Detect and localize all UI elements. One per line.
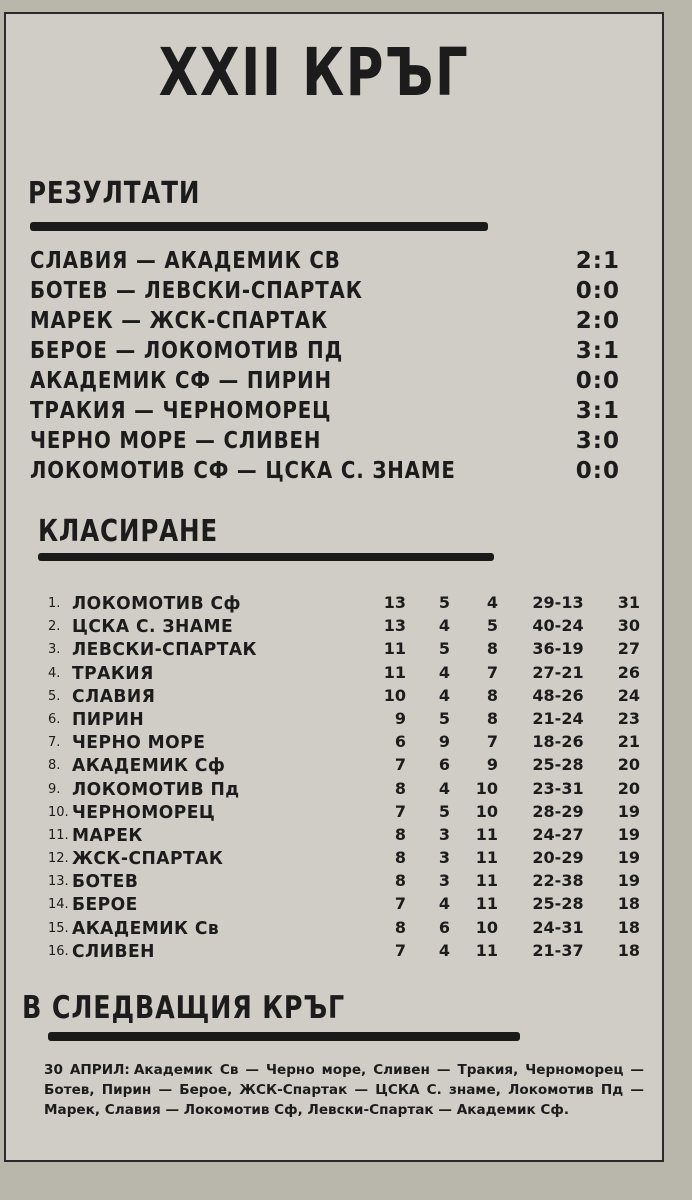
wins: 10 <box>383 685 406 705</box>
draws: 4 <box>438 778 450 798</box>
table-row <box>48 732 648 755</box>
team-name: БЕРОЕ <box>72 894 138 916</box>
next-round-fixtures <box>44 1060 644 1120</box>
result-score: 2:0 <box>575 308 620 334</box>
points: 19 <box>617 824 640 844</box>
result-row <box>30 248 640 278</box>
losses: 11 <box>475 824 498 844</box>
wins: 8 <box>394 778 406 798</box>
points: 31 <box>617 593 640 612</box>
result-score: 0:0 <box>575 368 620 394</box>
wins: 7 <box>394 755 406 775</box>
losses: 11 <box>475 871 498 891</box>
result-score: 0:0 <box>575 458 620 484</box>
result-score: 0:0 <box>575 278 620 304</box>
wins: 11 <box>383 639 406 659</box>
table-row <box>48 825 648 848</box>
team-name: ЖСК-СПАРТАК <box>72 848 224 870</box>
table-row <box>48 779 648 802</box>
team-name: БОТЕВ <box>72 871 139 893</box>
next-round-heading: В СЛЕДВАЩИЯ КРЪГ <box>22 990 346 1026</box>
draws: 5 <box>438 593 450 612</box>
position: 8. <box>48 758 61 774</box>
position: 12. <box>48 851 69 867</box>
results-divider <box>30 222 488 231</box>
position: 1. <box>48 596 61 611</box>
losses: 4 <box>486 593 498 612</box>
team-name: СЛИВЕН <box>72 940 155 962</box>
goal-difference: 22-38 <box>532 871 584 891</box>
goal-difference: 20-29 <box>532 848 584 868</box>
draws: 4 <box>438 685 450 705</box>
losses: 7 <box>486 732 498 752</box>
next-round-divider <box>48 1032 520 1041</box>
results-heading: РЕЗУЛТАТИ <box>28 176 201 211</box>
result-row <box>30 458 640 488</box>
result-row <box>30 368 640 398</box>
draws: 5 <box>438 708 450 728</box>
draws: 9 <box>438 732 450 752</box>
points: 18 <box>617 894 640 914</box>
draws: 5 <box>438 639 450 659</box>
standings-table <box>48 593 648 964</box>
goal-difference: 48-26 <box>532 685 584 705</box>
position: 13. <box>48 874 69 890</box>
next-round-date: 30 АПРИЛ: <box>44 1062 130 1078</box>
losses: 7 <box>486 662 498 682</box>
result-row <box>30 278 640 308</box>
losses: 8 <box>486 708 498 728</box>
points: 21 <box>617 732 640 752</box>
next-round-matches: Академик Св — Черно море, Сливен — Тракия, Черноморец — Ботев, Пирин — Берое, ЖСК-Спартак — ЦСКА С. знаме, Локомотив Пд — Марек, Славия — Локомотив Сф, Левски-Спартак — Академик Сф. <box>44 1062 644 1118</box>
points: 26 <box>617 662 640 682</box>
result-score: 3:1 <box>575 398 620 424</box>
result-match: АКАДЕМИК СФ — ПИРИН <box>30 368 332 394</box>
points: 23 <box>617 708 640 728</box>
table-row <box>48 639 648 662</box>
goal-difference: 29-13 <box>532 593 584 612</box>
wins: 7 <box>394 940 406 960</box>
losses: 10 <box>475 801 498 821</box>
team-name: ЛЕВСКИ-СПАРТАК <box>72 639 258 661</box>
position: 3. <box>48 642 61 658</box>
result-match: БЕРОЕ — ЛОКОМОТИВ ПД <box>30 338 344 364</box>
result-score: 2:1 <box>575 248 620 274</box>
points: 18 <box>617 940 640 960</box>
draws: 5 <box>438 801 450 821</box>
position: 11. <box>48 827 69 843</box>
wins: 9 <box>394 708 406 728</box>
table-row <box>48 918 648 941</box>
wins: 13 <box>383 616 406 636</box>
draws: 4 <box>438 940 450 960</box>
goal-difference: 27-21 <box>532 662 584 682</box>
losses: 11 <box>475 848 498 868</box>
team-name: ЧЕРНО МОРЕ <box>72 732 206 754</box>
result-score: 3:1 <box>575 338 620 364</box>
points: 19 <box>617 801 640 821</box>
goal-difference: 25-28 <box>532 755 584 775</box>
draws: 6 <box>438 917 450 937</box>
result-match: БОТЕВ — ЛЕВСКИ-СПАРТАК <box>30 278 363 304</box>
team-name: ПИРИН <box>72 708 145 730</box>
wins: 8 <box>394 848 406 868</box>
goal-difference: 18-26 <box>532 732 584 752</box>
position: 6. <box>48 711 61 727</box>
goal-difference: 36-19 <box>532 639 584 659</box>
table-row <box>48 802 648 825</box>
goal-difference: 24-27 <box>532 824 584 844</box>
table-row <box>48 941 648 964</box>
team-name: ЛОКОМОТИВ Пд <box>72 778 240 800</box>
result-row <box>30 308 640 338</box>
draws: 3 <box>438 848 450 868</box>
goal-difference: 24-31 <box>532 917 584 937</box>
table-row <box>48 686 648 709</box>
draws: 4 <box>438 616 450 636</box>
goal-difference: 23-31 <box>532 778 584 798</box>
position: 16. <box>48 943 69 959</box>
draws: 4 <box>438 662 450 682</box>
result-row <box>30 398 640 428</box>
wins: 7 <box>394 801 406 821</box>
losses: 10 <box>475 778 498 798</box>
losses: 10 <box>475 917 498 937</box>
points: 24 <box>617 685 640 705</box>
team-name: ЦСКА С. ЗНАМЕ <box>72 616 234 638</box>
result-row <box>30 428 640 458</box>
team-name: ТРАКИЯ <box>72 662 154 684</box>
position: 4. <box>48 665 61 681</box>
team-name: МАРЕК <box>72 824 143 846</box>
wins: 7 <box>394 894 406 914</box>
wins: 6 <box>394 732 406 752</box>
position: 7. <box>48 735 61 751</box>
losses: 9 <box>486 755 498 775</box>
position: 9. <box>48 781 61 797</box>
team-name: АКАДЕМИК Св <box>72 917 220 939</box>
standings-heading: КЛАСИРАНЕ <box>38 514 219 549</box>
goal-difference: 21-24 <box>532 708 584 728</box>
wins: 13 <box>383 593 406 612</box>
position: 14. <box>48 897 69 913</box>
table-row <box>48 848 648 871</box>
points: 18 <box>617 917 640 937</box>
goal-difference: 21-37 <box>532 940 584 960</box>
position: 2. <box>48 619 61 635</box>
points: 30 <box>617 616 640 636</box>
table-row <box>48 709 648 732</box>
draws: 4 <box>438 894 450 914</box>
result-match: ТРАКИЯ — ЧЕРНОМОРЕЦ <box>30 398 332 424</box>
position: 5. <box>48 688 61 704</box>
wins: 8 <box>394 917 406 937</box>
goal-difference: 28-29 <box>532 801 584 821</box>
losses: 5 <box>486 616 498 636</box>
wins: 8 <box>394 871 406 891</box>
losses: 8 <box>486 639 498 659</box>
position: 10. <box>48 804 69 820</box>
table-row <box>48 663 648 686</box>
result-score: 3:0 <box>575 428 620 454</box>
losses: 11 <box>475 894 498 914</box>
table-row <box>48 755 648 778</box>
goal-difference: 40-24 <box>532 616 584 636</box>
points: 27 <box>617 639 640 659</box>
team-name: АКАДЕМИК Сф <box>72 755 226 777</box>
standings-divider <box>38 553 494 561</box>
results-list <box>30 248 640 488</box>
result-match: ЛОКОМОТИВ СФ — ЦСКА С. ЗНАМЕ <box>30 458 456 484</box>
points: 19 <box>617 871 640 891</box>
result-match: ЧЕРНО МОРЕ — СЛИВЕН <box>30 428 322 454</box>
result-match: МАРЕК — ЖСК-СПАРТАК <box>30 308 329 334</box>
losses: 11 <box>475 940 498 960</box>
table-row <box>48 894 648 917</box>
team-name: СЛАВИЯ <box>72 685 156 707</box>
wins: 11 <box>383 662 406 682</box>
goal-difference: 25-28 <box>532 894 584 914</box>
team-name: ЛОКОМОТИВ Сф <box>72 593 241 614</box>
round-title: XXII КРЪГ <box>158 34 470 111</box>
wins: 8 <box>394 824 406 844</box>
position: 15. <box>48 920 69 936</box>
table-row <box>48 871 648 894</box>
table-row <box>48 616 648 639</box>
result-match: СЛАВИЯ — АКАДЕМИК СВ <box>30 248 341 274</box>
points: 19 <box>617 848 640 868</box>
team-name: ЧЕРНОМОРЕЦ <box>72 801 216 823</box>
draws: 3 <box>438 824 450 844</box>
points: 20 <box>617 755 640 775</box>
table-row <box>48 593 648 616</box>
draws: 6 <box>438 755 450 775</box>
losses: 8 <box>486 685 498 705</box>
newspaper-clipping <box>4 12 664 1162</box>
draws: 3 <box>438 871 450 891</box>
result-row <box>30 338 640 368</box>
points: 20 <box>617 778 640 798</box>
